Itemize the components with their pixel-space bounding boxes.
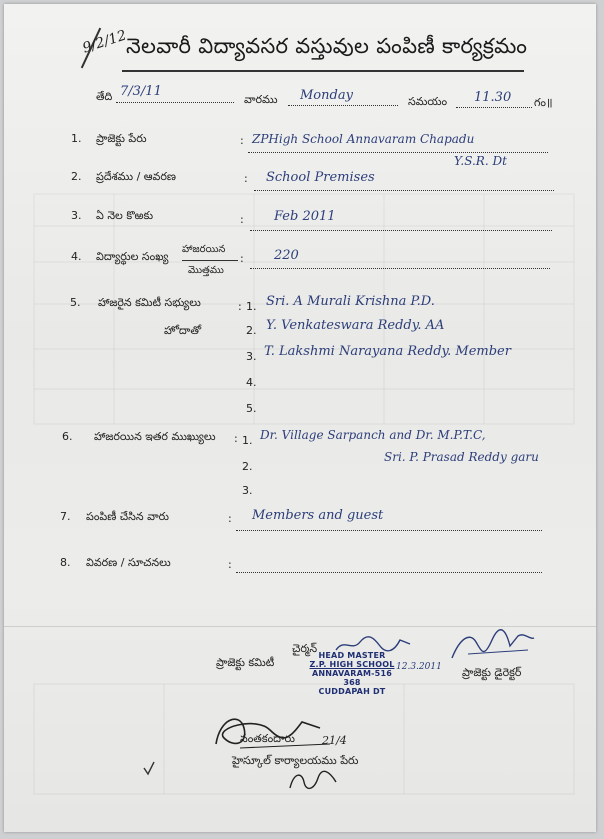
row-7-line <box>236 530 542 531</box>
row-4-line <box>250 268 550 269</box>
row-1-line <box>248 152 548 153</box>
other-3-number: 3. <box>242 484 253 497</box>
member-5-number: 5. <box>246 402 257 415</box>
time-line <box>456 107 532 108</box>
other-extra-name: Sri. P. Prasad Reddy garu <box>384 450 539 464</box>
member-2-name: Y. Venkateswara Reddy. AA <box>266 318 445 333</box>
row-2-line <box>254 190 554 191</box>
row-2-label: ప్రదేశము / ఆవరణ <box>96 170 176 183</box>
row-4-sub-attended: హాజరయిన <box>182 244 226 255</box>
row-2-colon: : <box>244 172 248 185</box>
time-label: సమయం <box>408 95 448 108</box>
row-1-colon: : <box>240 134 244 147</box>
member-1-number: 1. <box>246 300 257 313</box>
row-6-label: హాజరయిన ఇతర ముఖ్యులు <box>94 430 216 443</box>
row-4-sub-divider <box>182 260 238 261</box>
row-3-line <box>250 230 552 231</box>
member-4-number: 4. <box>246 376 257 389</box>
title-underline <box>122 70 524 72</box>
row-7-value: Members and guest <box>252 508 384 523</box>
other-1-name: Dr. Village Sarpanch and Dr. M.P.T.C, <box>260 428 486 442</box>
tick-mark <box>142 760 156 776</box>
signee-label: సంతకందారు <box>240 732 295 745</box>
row-4-number: 4. <box>71 250 82 263</box>
row-3-value: Feb 2011 <box>274 209 336 224</box>
member-3-name: T. Lakshmi Narayana Reddy. Member <box>264 344 511 359</box>
row-3-number: 3. <box>71 209 82 222</box>
row-3-label: ఏ నెల కొఱకు <box>96 209 154 222</box>
time-value: 11.30 <box>474 90 512 105</box>
fold-line <box>4 626 596 627</box>
row-8-colon: : <box>228 558 232 571</box>
row-5-colon: : <box>238 300 242 313</box>
day-value: Monday <box>300 88 353 103</box>
row-4-colon: : <box>240 252 244 265</box>
date-label: తేది <box>96 90 113 103</box>
other-2-number: 2. <box>242 460 253 473</box>
row-1-number: 1. <box>71 132 82 145</box>
school-stamp <box>302 651 402 696</box>
row-4-label: విద్యార్థుల సంఖ్య <box>96 250 169 263</box>
row-5-label: హాజరైన కమిటీ సభ్యులు <box>98 296 201 309</box>
row-6-number: 6. <box>62 430 73 443</box>
row-6-colon: : <box>234 432 238 445</box>
time-suffix: గం॥ <box>534 96 553 109</box>
project-director-label: ప్రాజెక్టు డైరెక్టర్ <box>462 666 522 679</box>
day-label: వారము <box>244 93 278 106</box>
member-3-number: 3. <box>246 350 257 363</box>
row-8-number: 8. <box>60 556 71 569</box>
row-7-number: 7. <box>60 510 71 523</box>
day-line <box>288 105 398 106</box>
director-signature <box>448 628 538 664</box>
stamp-line-3: ANNAVARAM-516 368 <box>311 669 392 687</box>
row-1-value: ZPHigh School Annavaram Chapadu <box>252 132 475 146</box>
school-office-label: హైస్కూల్ కార్యాలయము పేరు <box>232 754 359 767</box>
row-8-line <box>236 572 542 573</box>
row-4-value: 220 <box>274 248 299 263</box>
stamp-line-4: CUDDAPAH DT <box>318 687 386 696</box>
row-5-number: 5. <box>70 296 81 309</box>
stamp-line-1: HEAD MASTER <box>318 651 386 660</box>
stamp-line-2: Z.P. HIGH SCHOOL <box>309 660 395 669</box>
stamp-date: 12.3.2011 <box>396 662 442 672</box>
row-8-label: వివరణ / సూచనలు <box>86 556 171 569</box>
row-4-sub-total: మొత్తము <box>188 265 224 276</box>
other-1-number: 1. <box>242 434 253 447</box>
project-committee-label: ప్రాజెక్టు కమిటీ <box>216 656 275 669</box>
signature-date: 21/4 <box>322 734 347 747</box>
row-2-number: 2. <box>71 170 82 183</box>
member-1-name: Sri. A Murali Krishna P.D. <box>266 294 435 309</box>
row-5-label-designation: హోదాతో <box>164 324 202 337</box>
page-title: నెలవారీ విద్యావసర వస్తువుల పంపిణీ కార్యక్రమం <box>126 34 528 58</box>
date-line <box>116 102 234 103</box>
form-sheet <box>4 4 596 832</box>
row-3-colon: : <box>240 213 244 226</box>
row-2-value: School Premises <box>266 170 375 185</box>
chairman-label: చైర్మన్ <box>292 642 318 655</box>
date-value: 7/3/11 <box>120 84 162 99</box>
row-7-label: పంపిణీ చేసిన వారు <box>86 510 169 523</box>
initials-signature <box>284 766 344 794</box>
member-2-number: 2. <box>246 324 257 337</box>
row-7-colon: : <box>228 512 232 525</box>
row-1-label: ప్రాజెక్టు పేరు <box>96 132 147 145</box>
corner-note: 9/2/12 <box>80 27 129 57</box>
row-1-value-district: Y.S.R. Dt <box>454 154 507 168</box>
